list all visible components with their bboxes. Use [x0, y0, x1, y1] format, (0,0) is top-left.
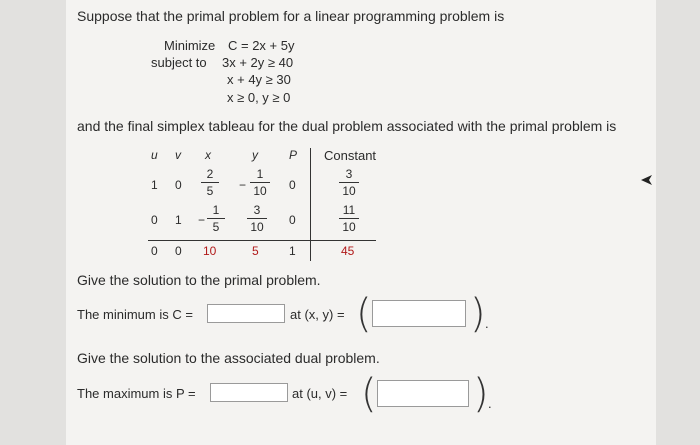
r2-c-num: 11: [342, 203, 356, 217]
primal-open-paren: (: [356, 291, 372, 337]
r1-c-num: 3: [345, 167, 353, 181]
header-constant: Constant: [324, 148, 377, 163]
r2-x-den: 5: [212, 220, 220, 234]
constraint-2: x + 4y ≥ 30: [227, 72, 291, 87]
primal-at-label: at (x, y) =: [290, 307, 345, 322]
primal-period: .: [485, 316, 489, 331]
r1-p: 0: [289, 178, 296, 192]
dual-point-input[interactable]: [377, 380, 469, 407]
r3-u: 0: [151, 244, 158, 258]
r1-y: [250, 167, 270, 198]
dual-max-input[interactable]: [210, 383, 288, 402]
header-u: u: [151, 148, 158, 162]
r1-y-sign: −: [239, 178, 247, 192]
header-x: x: [205, 148, 211, 162]
nonnegativity: x ≥ 0, y ≥ 0: [227, 90, 291, 105]
dual-at-label: at (u, v) =: [292, 386, 348, 401]
header-p: P: [289, 148, 298, 162]
intro-text: Suppose that the primal problem for a linear programming problem is: [77, 8, 505, 24]
r1-y-num: 1: [256, 167, 264, 181]
r3-p: 1: [289, 244, 296, 258]
r2-y: [247, 203, 267, 234]
r2-x-sign: −: [198, 213, 206, 227]
r2-constant: [339, 203, 359, 234]
r2-x-num: 1: [212, 203, 220, 217]
r2-x: [207, 203, 225, 234]
header-y: y: [252, 148, 258, 162]
constraint-1: 3x + 2y ≥ 40: [222, 55, 294, 70]
r2-y-den: 10: [250, 220, 264, 234]
tableau-bottom-rule: [148, 240, 376, 241]
r3-y: 5: [252, 244, 259, 258]
r1-x-num: 2: [206, 167, 214, 181]
primal-min-input[interactable]: [207, 304, 285, 323]
r1-constant: [339, 167, 359, 198]
tableau-intro: and the final simplex tableau for the dual problem associated with the primal problem is: [77, 118, 617, 134]
r3-constant: 45: [341, 244, 355, 258]
r1-u: 1: [151, 178, 158, 192]
r2-c-den: 10: [342, 220, 356, 234]
r1-x-den: 5: [206, 184, 214, 198]
mouse-cursor-icon: [640, 173, 654, 187]
r2-y-num: 3: [253, 203, 261, 217]
r2-p: 0: [289, 213, 296, 227]
dual-max-label: The maximum is P =: [77, 386, 196, 401]
r3-x: 10: [203, 244, 217, 258]
dual-open-paren: (: [361, 371, 377, 417]
objective-function: C = 2x + 5y: [228, 38, 295, 53]
primal-point-input[interactable]: [372, 300, 466, 327]
primal-prompt: Give the solution to the primal problem.: [77, 272, 321, 288]
primal-close-paren: ): [470, 291, 486, 337]
r3-v: 0: [175, 244, 182, 258]
r1-x: [201, 167, 219, 198]
primal-min-label: The minimum is C =: [77, 307, 193, 322]
subject-to-label: subject to: [151, 55, 207, 70]
dual-close-paren: ): [473, 371, 489, 417]
dual-period: .: [488, 396, 492, 411]
dual-prompt: Give the solution to the associated dual problem.: [77, 350, 380, 366]
r1-y-den: 10: [253, 184, 267, 198]
minimize-label: Minimize: [164, 38, 216, 53]
r2-v: 1: [175, 213, 182, 227]
r1-c-den: 10: [342, 184, 356, 198]
r2-u: 0: [151, 213, 158, 227]
r1-v: 0: [175, 178, 182, 192]
tableau-divider: [310, 148, 311, 261]
header-v: v: [175, 148, 181, 162]
